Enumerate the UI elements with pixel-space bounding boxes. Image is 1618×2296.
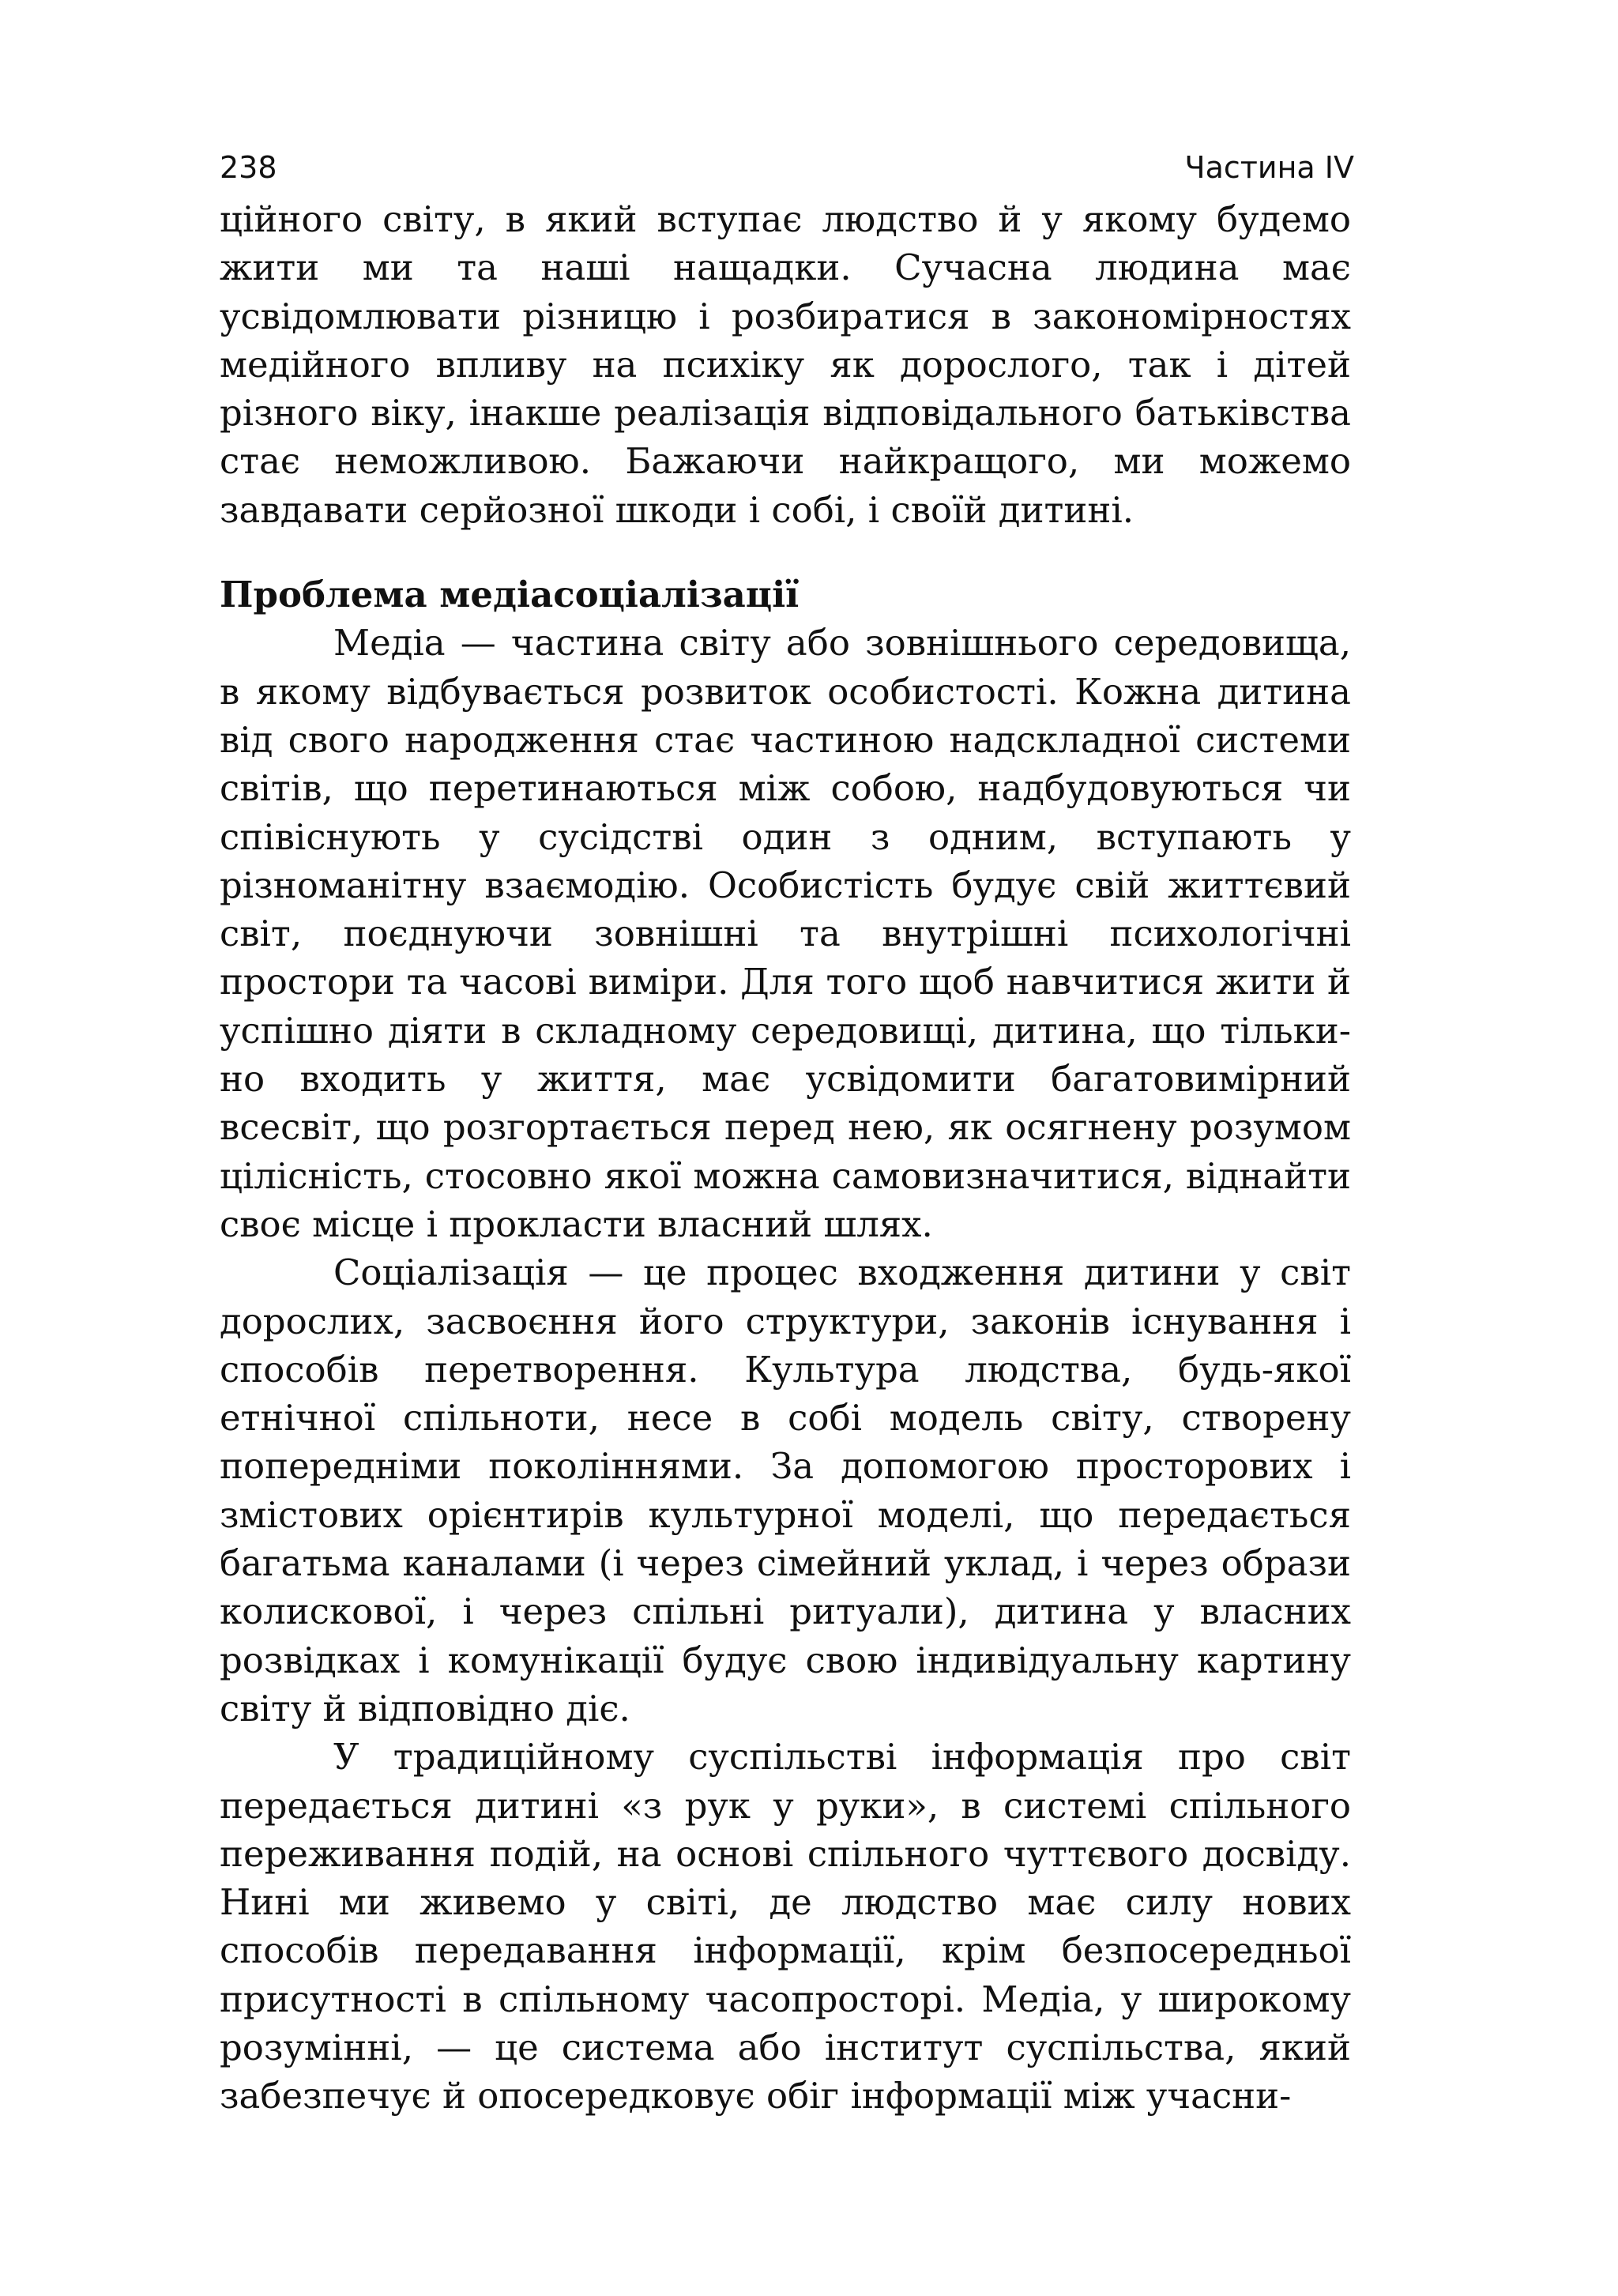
page-body [220, 195, 1351, 2121]
body-paragraph: Соціалізація — це процес входження дитини у світ дорослих, засвоєння його структури, законів існування і способів перетворення. Культура людства, будь-якої етнічної спільноти, несе в собі модель світу, створену попередніми поколіннями. За допомогою просторових і змістових орієнтирів культурної моделі, що передається багатьма каналами (і через сімейний уклад, і через образи колискової, і через спільні ритуали), дитина у власних розвідках і комунікації будує свою індивідуальну картину світу й відповідно діє. [220, 1252, 1351, 1730]
page-number: 238 [220, 150, 277, 185]
body-paragraph: У традиційному суспільстві інформація про світ передається дитині «з рук у руки», в системі спільного переживання подій, на основі спільного чуттєвого досвіду. Нині ми живемо у світі, де людство має силу нових способів передавання інформації, крім безпосередньої присутності в спільному часопросторі. Медіа, у широкому розумінні, — це система або інститут суспільства, який забезпечує й опосередковує обіг інформації між учасни- [220, 1736, 1351, 2117]
section-heading: Проблема медіасоціалізації [220, 574, 800, 616]
body-paragraph: Медіа — частина світу або зовнішнього середовища, в якому відбувається розвиток особистості. Кожна дитина від свого народження стає частиною надскладної системи світів, що перетинаються між собою, надбудовуються чи співіснують у сусідстві один з одним, вступають у різноманітну взаємодію. Особистість будує свій життєвий світ, поєднуючи зовнішні та внутрішні психологічні простори та часові виміри. Для того щоб навчитися жити й успішно діяти в складному середовищі, дитина, що тільки-но входить у життя, має усвідомити багатовимірний всесвіт, що розгортається перед нею, як осягнену розумом цілісність, стосовно якої можна самовизначитися, віднайти своє місце і прокласти власний шлях. [220, 622, 1351, 1245]
running-head: Частина IV [1184, 150, 1354, 185]
continuation-paragraph: ційного світу, в який вступає людство й у якому будемо жити ми та наші нащадки. Сучасна людина має усвідомлювати різницю і розбиратися в закономірностях медійного впливу на психіку як дорослого, так і дітей різного віку, інакше реалізація відповідального батьківства стає неможливою. Бажаючи найкращого, ми можемо завдавати серйозної шкоди і собі, і своїй дитині. [220, 198, 1351, 531]
page-header [220, 145, 1354, 190]
